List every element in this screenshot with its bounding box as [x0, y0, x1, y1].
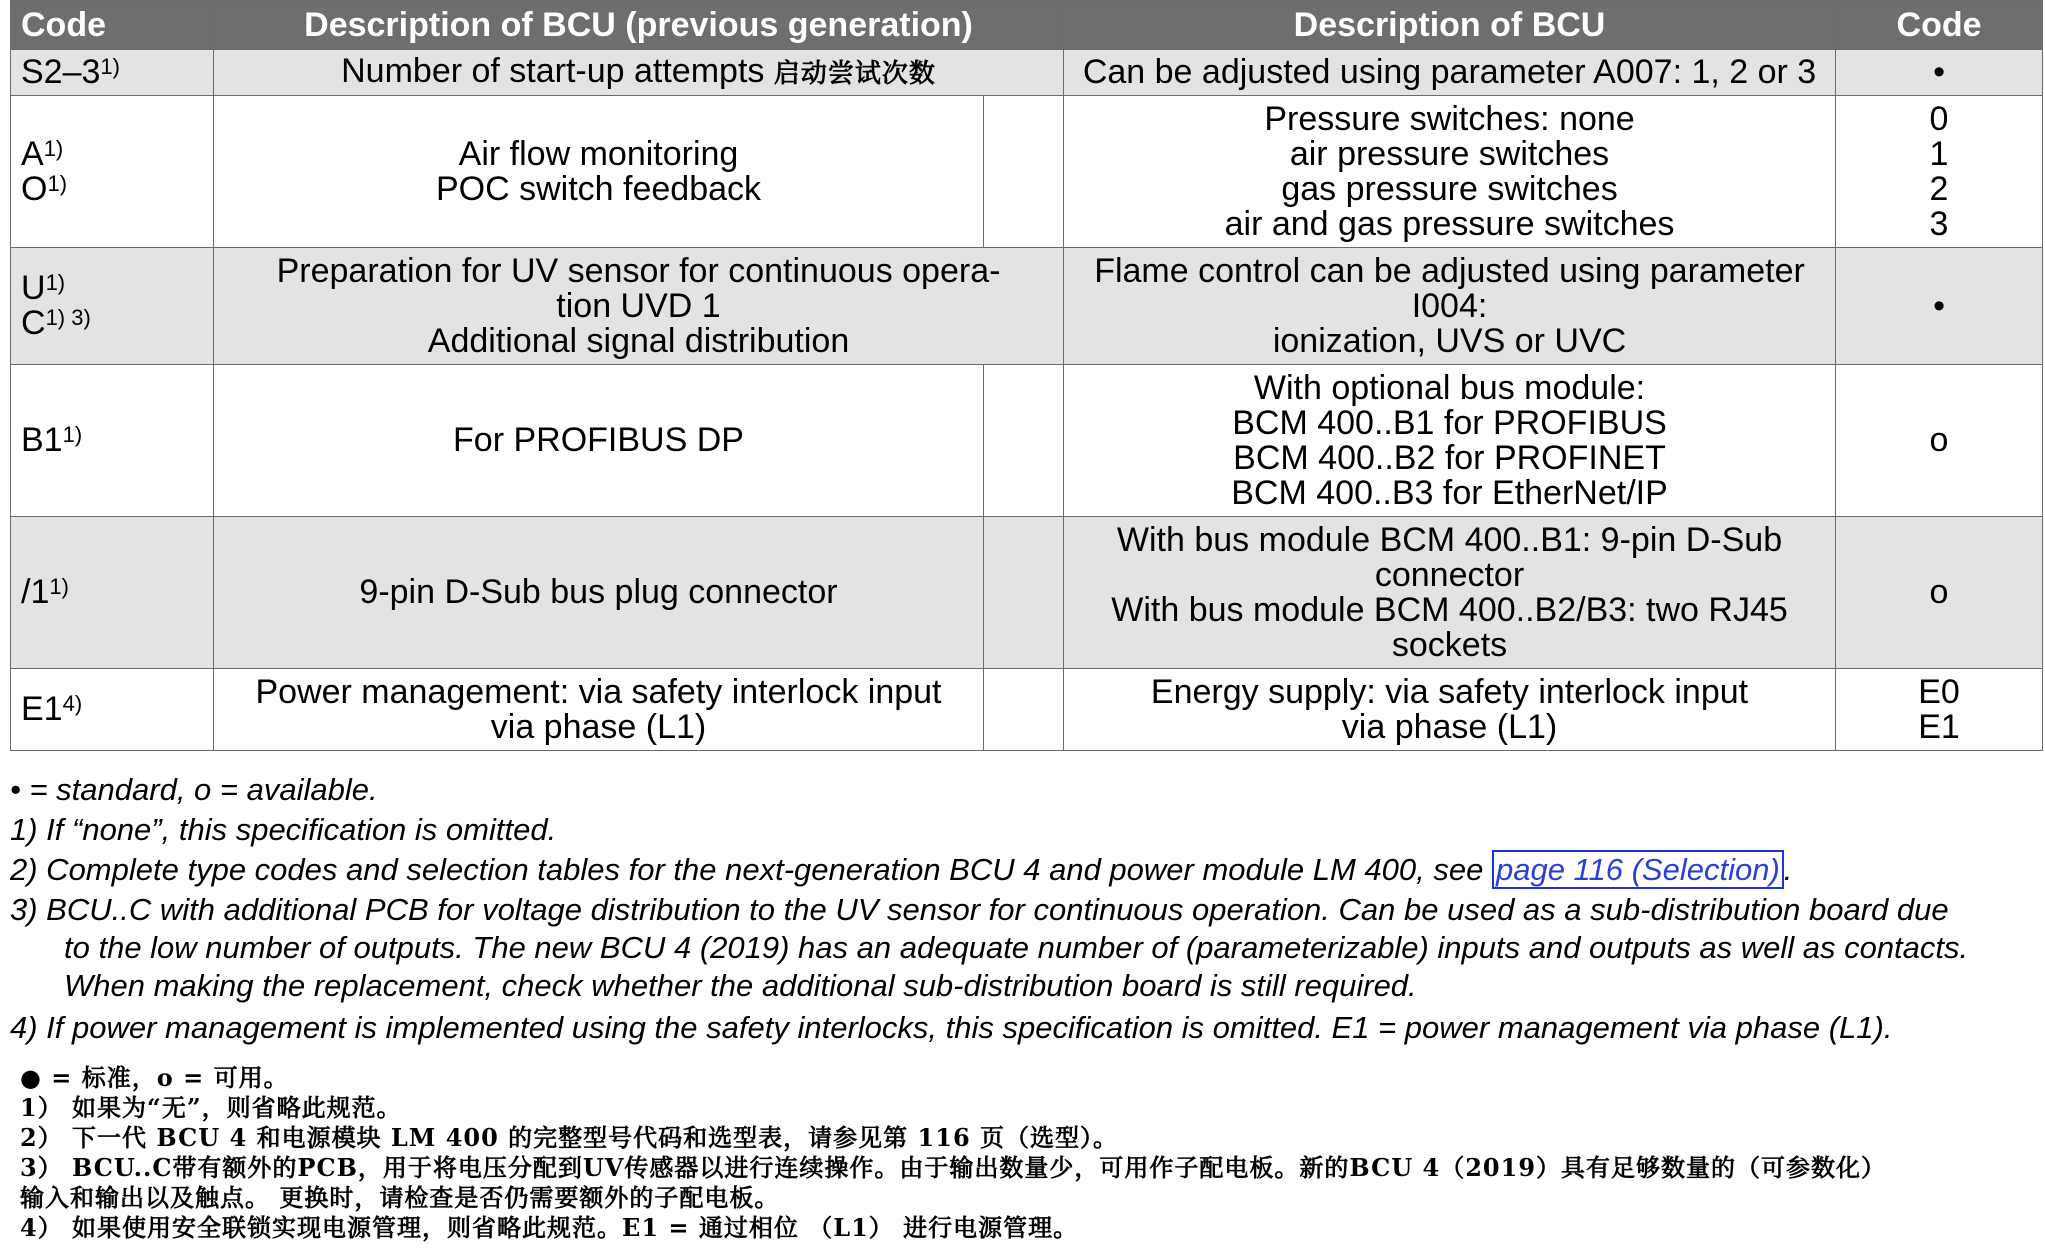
- footnote-4: 4) If power management is implemented using the safety interlocks, this specification is omitted. E1 = power management via phase (L1).: [10, 1010, 1893, 1045]
- prev-description: Number of start-up attempts: [341, 51, 774, 90]
- new-code: o: [1929, 421, 1949, 459]
- new-description: With optional bus module:: [1253, 368, 1646, 407]
- footnote-legend: • = standard, o = available.: [10, 772, 378, 807]
- table-row: [11, 669, 2043, 751]
- old-code: /1: [21, 573, 50, 611]
- new-description: With bus module BCM 400..B1: 9-pin D-Sub: [1116, 520, 1783, 559]
- new-code: 0: [1929, 99, 1949, 138]
- new-code: 2: [1929, 169, 1949, 208]
- new-code: 1: [1929, 134, 1949, 173]
- new-description: BCM 400..B1 for PROFIBUS: [1232, 403, 1667, 442]
- cn-footnote-1: 1） 如果为“无”，则省略此规范。: [20, 1093, 402, 1122]
- prev-description-cell: [214, 248, 1064, 365]
- table-header-row: [11, 1, 2043, 50]
- footnote-ref: 1) 3): [45, 305, 91, 330]
- prev-description-cell: [214, 365, 984, 517]
- old-code: U: [21, 269, 46, 307]
- cn-footnote-4: 4） 如果使用安全联锁实现电源管理，则省略此规范。E1 = 通过相位 （L1） 进行电源管理。: [20, 1213, 1079, 1242]
- spacer-cell: [984, 517, 1064, 669]
- footnote-3-continued: When making the replacement, check whether the additional sub-distribution board is still required.: [64, 968, 1417, 1003]
- prev-description: Air flow monitoring: [458, 134, 739, 173]
- new-code-cell: [1836, 50, 2043, 96]
- new-description: BCM 400..B3 for EtherNet/IP: [1231, 473, 1668, 512]
- new-code-cell: [1836, 517, 2043, 669]
- new-description-cell: [1064, 669, 1836, 751]
- cn-footnote-3-continued: 输入和输出以及触点。 更换时，请检查是否仍需要额外的子配电板。: [20, 1183, 780, 1212]
- new-description: air and gas pressure switches: [1224, 204, 1675, 243]
- prev-description-cell: [214, 669, 984, 751]
- new-description-cell: [1064, 365, 1836, 517]
- footnote-ref: 1): [43, 135, 64, 161]
- footnote-2-text: 2) Complete type codes and selection tables for the next-generation BCU 4 and power module LM 400, see: [10, 852, 1492, 887]
- footnote-ref: 1): [45, 270, 66, 295]
- prev-description-cell: [214, 50, 1064, 96]
- footnote-ref: 1): [49, 574, 69, 599]
- prev-description-cell: [214, 517, 984, 669]
- table-row: [11, 50, 2043, 96]
- old-code: E1: [21, 690, 63, 728]
- old-code: C: [21, 304, 46, 342]
- header-description-prev: Description of BCU (previous generation): [214, 1, 1064, 50]
- prev-description-cell: [214, 96, 984, 248]
- new-code: o: [1929, 573, 1949, 611]
- prev-description: Additional signal distribution: [427, 321, 850, 360]
- new-code-cell: [1836, 365, 2043, 517]
- footnote-3-continued: to the low number of outputs. The new BCU 4 (2019) has an adequate number of (parameterizable) inputs and outputs as well as contacts.: [64, 930, 1969, 965]
- prev-description: POC switch feedback: [435, 169, 762, 208]
- new-description: ionization, UVS or UVC: [1272, 321, 1627, 360]
- header-code-prev: Code: [11, 1, 214, 50]
- header-code-new: Code: [1836, 1, 2043, 50]
- old-code: O: [21, 169, 48, 208]
- new-code: E0: [1918, 672, 1960, 711]
- new-description-cell: [1064, 517, 1836, 669]
- prev-description: 9-pin D-Sub bus plug connector: [359, 573, 838, 611]
- new-description: sockets: [1391, 625, 1508, 664]
- table-row: [11, 365, 2043, 517]
- spacer-cell: [984, 365, 1064, 517]
- old-code-cell: [11, 365, 214, 517]
- table-row: [11, 248, 2043, 365]
- new-description: I004:: [1411, 286, 1488, 325]
- old-code: A: [21, 134, 44, 173]
- footnote-2-end: .: [1783, 852, 1793, 887]
- new-description: BCM 400..B2 for PROFINET: [1233, 438, 1666, 477]
- new-code-cell: [1836, 248, 2043, 365]
- old-code-cell: [11, 50, 214, 96]
- new-description-cell: [1064, 248, 1836, 365]
- old-code-cell: [11, 96, 214, 248]
- footnote-ref: 1): [62, 422, 83, 447]
- new-code: E1: [1918, 707, 1960, 746]
- footnote-ref: 1): [47, 170, 68, 196]
- cn-footnote-legend: ● = 标准，o = 可用。: [20, 1063, 289, 1092]
- prev-description: via phase (L1): [490, 707, 707, 746]
- new-description: Flame control can be adjusted using parameter: [1094, 251, 1805, 290]
- spacer-cell: [984, 669, 1064, 751]
- new-description: connector: [1374, 555, 1525, 594]
- comparison-table: [10, 0, 2043, 751]
- old-code: B1: [21, 421, 63, 459]
- prev-description-cjk: 启动尝试次数: [773, 58, 936, 89]
- new-code: 3: [1929, 204, 1949, 243]
- cn-footnote-3: 3） BCU..C带有额外的PCB，用于将电压分配到UV传感器以进行连续操作。由于输出数量少，可用作子配电板。新的BCU 4（2019）具有足够数量的（可参数化）: [20, 1153, 1887, 1182]
- prev-description: tion UVD 1: [556, 286, 721, 325]
- new-description: via phase (L1): [1341, 707, 1558, 746]
- prev-description: Power management: via safety interlock input: [255, 672, 942, 711]
- new-description: Pressure switches: none: [1264, 99, 1635, 138]
- new-description-cell: [1064, 50, 1836, 96]
- new-code-cell: [1836, 96, 2043, 248]
- footnote-3: 3) BCU..C with additional PCB for voltage distribution to the UV sensor for continuous operation. Can be used as a sub-distribution board due: [10, 892, 1949, 927]
- footnote-ref: 1): [100, 54, 120, 79]
- new-description-cell: [1064, 96, 1836, 248]
- new-code: •: [1933, 286, 1945, 325]
- spacer-cell: [984, 96, 1064, 248]
- footnote-ref: 4): [62, 691, 83, 716]
- new-code: •: [1933, 53, 1945, 91]
- prev-description: Preparation for UV sensor for continuous opera-: [276, 251, 1001, 290]
- old-code: S2–3: [21, 53, 101, 91]
- table-row: [11, 96, 2043, 248]
- old-code-cell: [11, 669, 214, 751]
- page-116-link[interactable]: page 116 (Selection): [1492, 850, 1784, 889]
- new-description: gas pressure switches: [1281, 169, 1618, 208]
- footnote-1: 1) If “none”, this specification is omitted.: [10, 812, 557, 847]
- new-code-cell: [1836, 669, 2043, 751]
- new-description: With bus module BCM 400..B2/B3: two RJ45: [1111, 590, 1788, 629]
- prev-description: For PROFIBUS DP: [453, 421, 744, 459]
- cn-footnote-2: 2） 下一代 BCU 4 和电源模块 LM 400 的完整型号代码和选型表，请参见第 116 页（选型）。: [20, 1123, 1118, 1152]
- old-code-cell: [11, 248, 214, 365]
- table-row: [11, 517, 2043, 669]
- new-description: Energy supply: via safety interlock input: [1150, 672, 1749, 711]
- old-code-cell: [11, 517, 214, 669]
- new-description: air pressure switches: [1289, 134, 1610, 173]
- footnote-2: [10, 852, 1792, 888]
- new-description: Can be adjusted using parameter A007: 1, 2 or 3: [1082, 53, 1817, 91]
- header-description-new: Description of BCU: [1064, 1, 1836, 50]
